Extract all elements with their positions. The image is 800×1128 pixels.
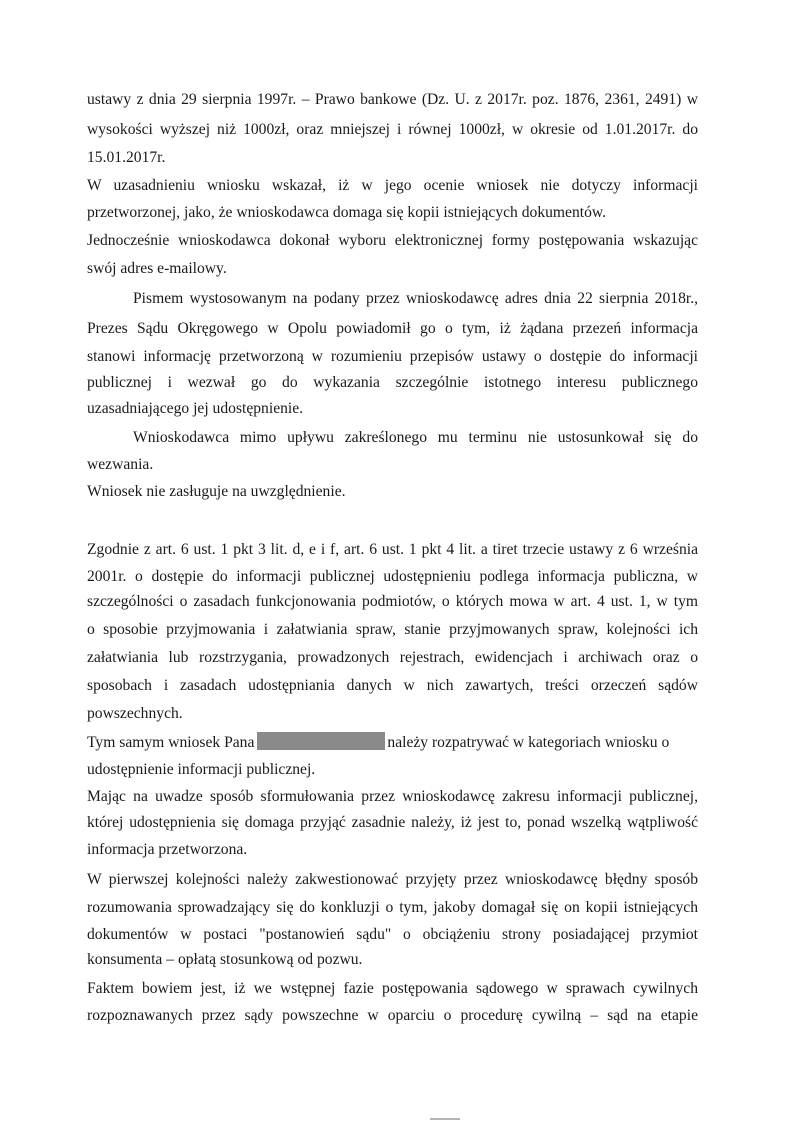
- text-line: Wniosek nie zasługuje na uwzględnienie.: [87, 483, 346, 500]
- text-line: rozpoznawanych przez sądy powszechne w oparciu o procedurę cywilną – sąd na etapie: [87, 1007, 698, 1024]
- text-fragment: należy rozpatrywać w kategoriach wniosku o: [387, 734, 670, 751]
- text-line: Pismem wystosowanym na podany przez wnioskodawcę adres dnia 22 sierpnia 2018r.,: [133, 290, 698, 307]
- text-line: wysokości wyższej niż 1000zł, oraz mniejszej i równej 1000zł, w okresie od 1.01.2017r. do: [87, 121, 698, 138]
- text-line-with-redaction: [87, 732, 698, 753]
- text-line: publicznej i wezwał go do wykazania szczególnie istotnego interesu publicznego: [87, 374, 698, 391]
- text-fragment: Tym samym wniosek Pana: [87, 734, 255, 751]
- text-line: o sposobie przyjmowania i załatwiania spraw, stanie przyjmowanych spraw, kolejności ich: [87, 621, 698, 638]
- text-line: szczególności o zasadach funkcjonowania podmiotów, o których mowa w art. 4 ust. 1, w tym: [87, 593, 698, 610]
- redaction-box: [257, 732, 385, 750]
- text-line: przetworzonej, jako, że wnioskodawca domaga się kopii istniejących dokumentów.: [87, 204, 607, 221]
- text-line: powszechnych.: [87, 705, 183, 722]
- text-line: swój adres e-mailowy.: [87, 260, 227, 277]
- text-line: której udostępnienia się domaga przyjąć zasadnie należy, iż jest to, ponad wszelką wątpliwość: [87, 814, 698, 831]
- text-line: ustawy z dnia 29 sierpnia 1997r. – Prawo bankowe (Dz. U. z 2017r. poz. 1876, 2361, 2491) w: [87, 91, 698, 108]
- text-line: dokumentów w postaci "postanowień sądu" o obciążeniu strony posiadającej przymiot: [87, 926, 698, 943]
- text-line: 15.01.2017r.: [87, 149, 166, 166]
- scan-mark: [430, 1118, 460, 1120]
- text-line: konsumenta – opłatą stosunkową od pozwu.: [87, 951, 363, 968]
- text-line: Jednocześnie wnioskodawca dokonał wyboru elektronicznej formy postępowania wskazując: [87, 232, 698, 249]
- text-line: Faktem bowiem jest, iż we wstępnej fazie postępowania sądowego w sprawach cywilnych: [87, 980, 698, 997]
- text-line: załatwiania lub rozstrzygania, prowadzonych rejestrach, ewidencjach i archiwach oraz o: [87, 649, 698, 666]
- text-line: stanowi informację przetworzoną w rozumieniu przepisów ustawy o dostępie do informacji: [87, 348, 698, 365]
- text-line: Prezes Sądu Okręgowego w Opolu powiadomił go o tym, iż żądana przezeń informacja: [87, 320, 698, 337]
- text-line: W uzasadnieniu wniosku wskazał, iż w jego ocenie wniosek nie dotyczy informacji: [87, 177, 698, 194]
- text-line: sposobach i zasadach udostępniania danych w nich zawartych, treści orzeczeń sądów: [87, 677, 698, 694]
- text-line: W pierwszej kolejności należy zakwestionować przyjęty przez wnioskodawcę błędny sposób: [87, 871, 698, 888]
- text-line: uzasadniającego jej udostępnienie.: [87, 400, 304, 417]
- text-line: udostępnienie informacji publicznej.: [87, 761, 316, 778]
- text-line: 2001r. o dostępie do informacji publicznej udostępnieniu podlega informacja publiczna, w: [87, 568, 698, 585]
- text-line: rozumowania sprowadzający się do konkluzji o tym, jakoby domagał się on kopii istniejących: [87, 899, 698, 916]
- text-line: wezwania.: [87, 456, 154, 473]
- text-line: Wnioskodawca mimo upływu zakreślonego mu terminu nie ustosunkował się do: [133, 429, 698, 446]
- text-line: Mając na uwadze sposób sformułowania przez wnioskodawcę zakresu informacji publicznej,: [87, 788, 698, 805]
- text-line: informacja przetworzona.: [87, 841, 248, 858]
- text-line: Zgodnie z art. 6 ust. 1 pkt 3 lit. d, e i f, art. 6 ust. 1 pkt 4 lit. a tiret trzecie ustawy z 6 września: [87, 541, 698, 558]
